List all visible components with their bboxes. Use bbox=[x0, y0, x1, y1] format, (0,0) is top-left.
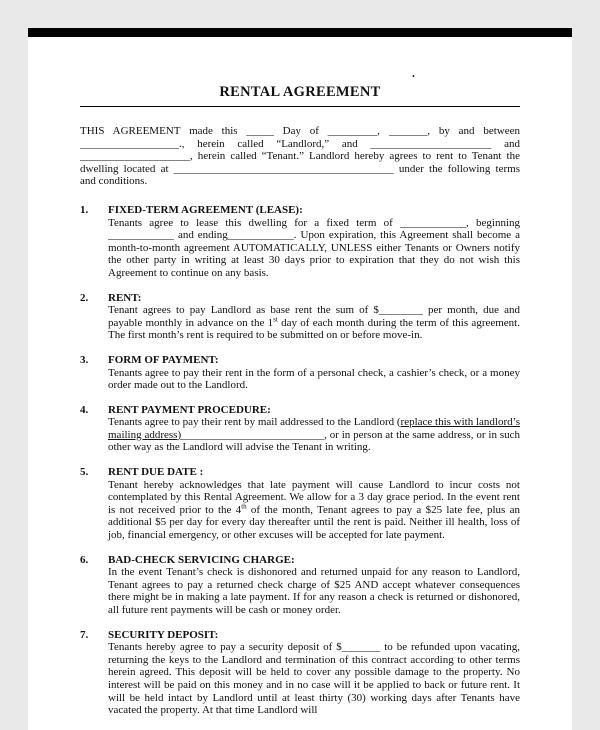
section-heading: FORM OF PAYMENT: bbox=[108, 353, 219, 366]
section-heading: BAD-CHECK SERVICING CHARGE: bbox=[108, 553, 295, 566]
stray-mark-row bbox=[80, 37, 520, 81]
section-body bbox=[108, 416, 520, 454]
section-column bbox=[108, 629, 520, 717]
section-number: 3. bbox=[80, 353, 89, 366]
section-column bbox=[108, 204, 520, 280]
section-body bbox=[108, 479, 520, 542]
section-column bbox=[108, 354, 520, 392]
section-body-text: In the event Tenant’s check is dishonored and returned unpaid for any reason to Landlord, Tenant agrees to pay a returned check charge of $25 AND accept whatever consequences there might be in making a late payment. If for any reason a check is returned or dishonored, all future rent payments will be cash or money order. bbox=[108, 566, 520, 616]
section-body-text: Tenants hereby agree to pay a security deposit of $_______ to be refunded upon vacating, returning the keys to the Landlord and termination of this contract according to other terms herein agreed. This deposit will be held to cover any possible damage to the property. No interest will be paid on this money and in no case will it be applied to back or future rent. It will be held intact by Landlord until at least thirty (30) working days after Tenants have vacated the property. At that time Landlord will bbox=[108, 641, 520, 717]
title-block bbox=[80, 83, 520, 107]
section-body-text: __________________________, or in person at the same address, or in such other way as the Landlord will advise the Tenant in writing. bbox=[108, 428, 520, 454]
section-heading: SECURITY DEPOSIT: bbox=[108, 628, 219, 641]
agreement-section bbox=[80, 354, 520, 392]
sections bbox=[80, 204, 520, 717]
section-column bbox=[108, 292, 520, 342]
section-heading: FIXED-TERM AGREEMENT (LEASE): bbox=[108, 203, 303, 216]
page-content bbox=[28, 37, 572, 717]
section-number: 5. bbox=[80, 466, 89, 479]
agreement-section bbox=[80, 554, 520, 617]
section-body-text: of the month, Tenant agrees to pay a $25 late fee, plus an additional $5 per day for every day thereafter until the rent is paid. Neither ill health, loss of job, financial emergency, or other excuses will be accepted for late payment. bbox=[108, 503, 520, 542]
section-number: 6. bbox=[80, 553, 89, 566]
section-column bbox=[108, 554, 520, 617]
section-number: 2. bbox=[80, 291, 89, 304]
section-body bbox=[108, 304, 520, 342]
section-heading: RENT DUE DATE : bbox=[108, 466, 204, 479]
section-body bbox=[108, 367, 520, 392]
section-number: 4. bbox=[80, 403, 89, 416]
section-body bbox=[108, 641, 520, 717]
page-title: RENTAL AGREEMENT bbox=[219, 84, 381, 100]
section-heading: RENT PAYMENT PROCEDURE: bbox=[108, 403, 271, 416]
section-body-text: Tenants agree to pay their rent in the form of a personal check, a cashier’s check, or a money order made out to the Landlord. bbox=[108, 366, 520, 392]
stray-mark: . bbox=[412, 66, 415, 80]
agreement-section bbox=[80, 204, 520, 280]
section-heading: RENT: bbox=[108, 291, 142, 304]
section-number: 1. bbox=[80, 203, 89, 216]
section-body-text: Tenant hereby acknowledges that late payment will cause Landlord to incur costs not contemplated by this Rental Agreement. We allow for a 3 day grace period. In the event rent is not received prior to the 4 bbox=[108, 478, 520, 516]
agreement-section bbox=[80, 404, 520, 454]
agreement-section bbox=[80, 466, 520, 542]
section-body-text: replace this with landlord’s mailing address) bbox=[108, 416, 520, 441]
section-body bbox=[108, 217, 520, 280]
section-body-text: st bbox=[273, 315, 278, 324]
page bbox=[28, 28, 572, 730]
section-number: 7. bbox=[80, 628, 89, 641]
agreement-section bbox=[80, 629, 520, 717]
section-body bbox=[108, 566, 520, 616]
section-body-text: day of each month during the term of this agreement. The first month’s rent is required to be submitted on or before move-in. bbox=[108, 316, 520, 342]
agreement-section bbox=[80, 292, 520, 342]
section-body-text: Tenants agree to lease this dwelling for a fixed term of ____________, beginning ____________ and ending____________. Upon expiration, this Agreement shall become a month-to-month agreement AUTOMATICALLY, UNLESS either Tenants or Owners notify the other party in writing at least 30 days prior to expiration that they do not wish this Agreement to continue on any basis. bbox=[108, 216, 520, 279]
section-body-text: Tenant agrees to pay Landlord as base rent the sum of $________ per month, due and payable monthly in advance on the 1 bbox=[108, 304, 520, 329]
section-body-text: th bbox=[241, 502, 247, 511]
intro-paragraph: THIS AGREEMENT made this _____ Day of _________, _______, by and between __________________., herein called “Landlord,” and ______________________ and ____________________, herein called “Tenant.” Landlord hereby agrees to rent to Tenant the dwelling located at ________________________________________ under the following terms and conditions. bbox=[80, 125, 520, 188]
section-column bbox=[108, 466, 520, 542]
section-body-text: Tenants agree to pay their rent by mail addressed to the Landlord ( bbox=[108, 416, 401, 429]
page-top-edge bbox=[28, 28, 572, 37]
section-column bbox=[108, 404, 520, 454]
